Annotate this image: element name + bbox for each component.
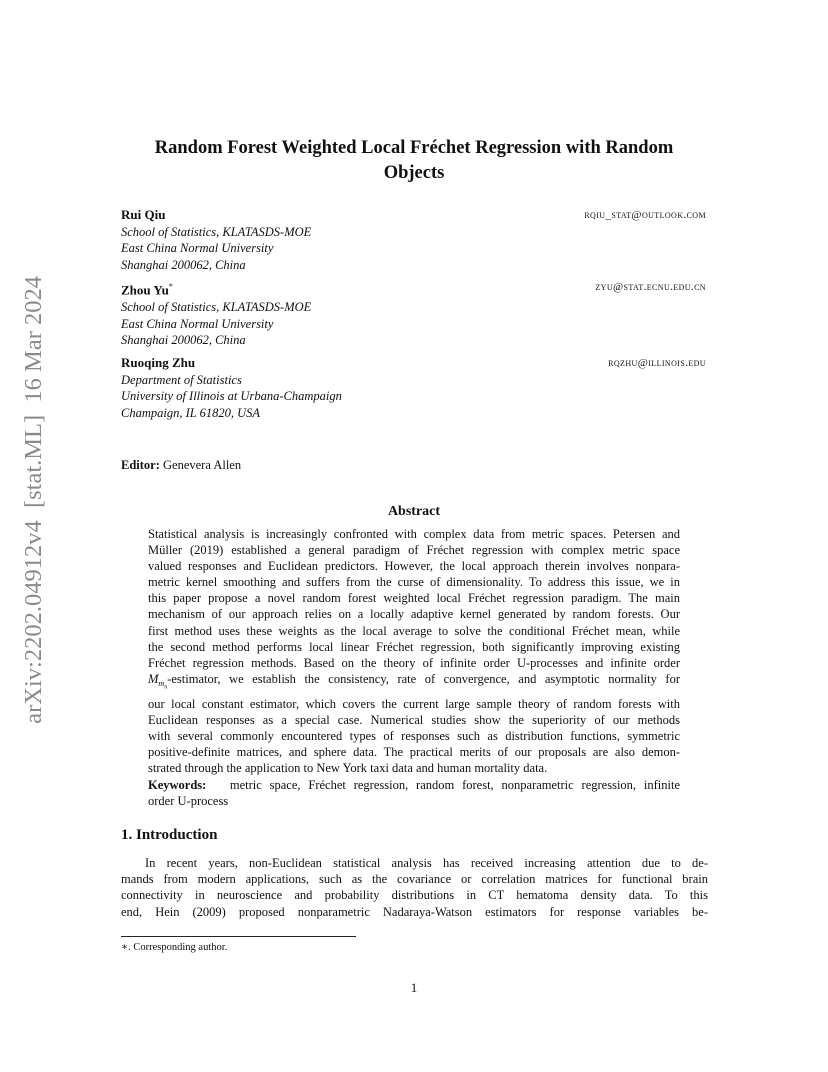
footnote xyxy=(121,941,227,953)
author-affiliation-line: Champaign, IL 61820, USA xyxy=(121,405,261,420)
footnote-rule xyxy=(121,936,356,937)
m-estimator-symbol: M xyxy=(148,671,159,686)
author-affiliation-line: School of Statistics, KLATASDS-MOE xyxy=(121,299,312,314)
intro-paragraph xyxy=(121,855,708,920)
author-block-1 xyxy=(121,207,708,273)
m-subsubscript: n xyxy=(164,684,168,691)
editor-line xyxy=(121,458,241,473)
abstract-heading: Abstract xyxy=(387,504,441,519)
author-affiliation-line: East China Normal University xyxy=(121,241,274,256)
author-block-2 xyxy=(121,279,708,349)
arxiv-stamp: arXiv:2202.04912v4 [stat.ML] 16 Mar 2024 xyxy=(20,276,47,724)
abstract-line: this paper propose a novel random forest weighted local Fréchet regression paradigm. The main xyxy=(148,591,680,606)
footnote-mark: ∗. xyxy=(121,942,131,953)
editor-name: Genevera Allen xyxy=(163,458,242,472)
abstract-line: Müller (2019) established a general paradigm of Fréchet regression with complex metric space xyxy=(148,543,680,558)
abstract-line: Fréchet regression methods. Based on the theory of infinite order U-processes and infinite order xyxy=(148,655,680,670)
author-affiliation-line: East China Normal University xyxy=(121,316,274,331)
author-block-3 xyxy=(121,355,708,421)
intro-line: In recent years, non-Euclidean statistical analysis has received increasing attention due to de- xyxy=(145,856,708,870)
abstract-line: our local constant estimator, which covers the current large sample theory of random forests with xyxy=(148,697,680,712)
author-email: rqiu_stat@outlook.com xyxy=(584,209,706,221)
abstract-line-math xyxy=(148,671,680,696)
paper-title xyxy=(120,136,708,186)
page-number: 1 xyxy=(410,980,418,995)
author-name: Rui Qiu xyxy=(121,207,166,222)
abstract-body xyxy=(148,526,680,809)
keywords-label: Keywords: xyxy=(148,777,207,792)
keywords-line-2: order U-process xyxy=(148,793,229,808)
intro-line: end, Hein (2009) proposed nonparametric Nadaraya-Watson estimators for response variables be- xyxy=(121,904,708,919)
author-email: zyu@stat.ecnu.edu.cn xyxy=(595,281,706,293)
author-email: rqzhu@illinois.edu xyxy=(608,357,706,369)
abstract-line: the second method performs local linear Fréchet regression, both significantly improving existing xyxy=(148,639,680,654)
editor-label: Editor: xyxy=(121,458,160,472)
m-estimator-text: -estimator, we establish the consistency, rate of convergence, and asymptotic normality for xyxy=(167,671,680,686)
abstract-line: mechanism of our approach relies on a locally adaptive kernel generated by random forests. Our xyxy=(148,607,680,622)
abstract-line: strated through the application to New York taxi data and human mortality data. xyxy=(148,761,548,776)
author-affiliation-line: Shanghai 200062, China xyxy=(121,257,246,272)
m-subscript: m xyxy=(158,679,165,689)
footnote-text: Corresponding author. xyxy=(133,942,228,953)
abstract-line: with several commonly encountered types of responses such as distribution functions, symmetric xyxy=(148,729,680,744)
intro-line: connectivity in neuroscience and probability distributions in CT hematoma density data. To this xyxy=(121,888,708,903)
author-name: Ruoqing Zhu xyxy=(121,355,196,370)
title-line-1: Random Forest Weighted Local Fréchet Regression with Random xyxy=(154,138,674,158)
abstract-line: first method uses these weights as the local average to solve the conditional Fréchet mean, while xyxy=(148,623,680,638)
corresponding-mark: * xyxy=(168,282,173,291)
author-affiliation-line: Shanghai 200062, China xyxy=(121,333,246,348)
author-affiliation-line: School of Statistics, KLATASDS-MOE xyxy=(121,224,312,239)
abstract-line: valued responses and Euclidean predictors. However, the local approach therein involves nonpara- xyxy=(148,559,680,574)
abstract-line: Euclidean responses as a special case. Numerical studies show the superiority of our methods xyxy=(148,713,680,728)
abstract-line: Statistical analysis is increasingly confronted with complex data from metric spaces. Petersen and xyxy=(148,527,680,541)
abstract-line: metric kernel smoothing and suffers from the curse of dimensionality. To address this issue, we in xyxy=(148,575,680,590)
keywords-line xyxy=(148,777,680,793)
keywords-text: metric space, Fréchet regression, random forest, nonparametric regression, infinite xyxy=(229,777,680,792)
author-name-text: Zhou Yu xyxy=(121,282,169,298)
section-heading: 1. Introduction xyxy=(121,827,218,843)
author-affiliation-line: Department of Statistics xyxy=(121,372,242,387)
intro-line: mands from modern applications, such as the covariance or correlation matrices for functional brain xyxy=(121,872,708,887)
abstract-line: positive-definite matrices, and sphere data. The practical merits of our proposals are also demon- xyxy=(148,745,680,760)
author-affiliation-line: University of Illinois at Urbana-Champaign xyxy=(121,389,342,404)
title-line-2: Objects xyxy=(383,163,445,183)
